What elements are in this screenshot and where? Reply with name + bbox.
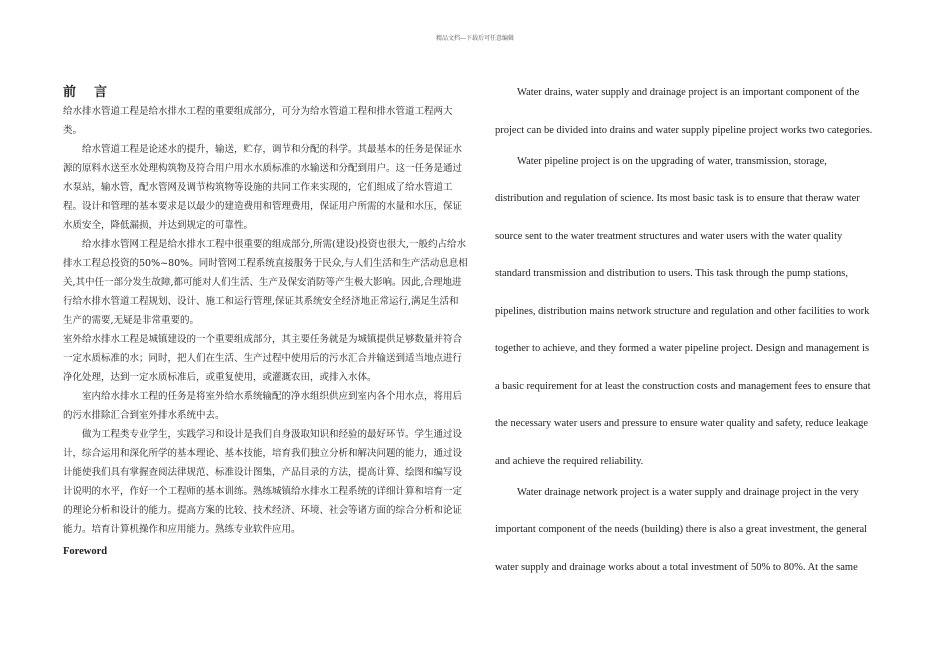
paragraph-pipe-network: 给水排水管网工程是给水排水工程中很重要的组成部分,所需(建设)投资也很大,一般约占给水排水工程总投资的50%~80%。同时管网工程系统直接服务于民众,与人们生活和生产活动息息相关,其中任一部分发生故障,都可能对人们生活、生产及保安消防等产生极大影响。因此,合理地进行给水排水管道工程规划、设计、施工和运行管理,保证其系统安全经济地正常运行,满足生活和生产的需要,无疑是非常重要的。	[63, 239, 468, 326]
paragraph-indoor: 室内给水排水工程的任务是将室外给水系统输配的净水组织供应到室内各个用水点，将用后的污水排除汇合到室外排水系统中去。	[63, 391, 463, 421]
page-header-note: 精品文档---下载后可任意编辑	[435, 35, 515, 42]
english-line: and achieve the required reliability.	[495, 455, 644, 467]
preface-heading-char-2: 言	[94, 85, 108, 100]
english-column	[495, 83, 903, 595]
foreword-heading: Foreword	[63, 546, 108, 557]
english-line: project can be divided into drains and water supply pipeline project works two categories.	[495, 124, 873, 136]
paragraph-water-supply: 给水管道工程是论述水的提升，输送，贮存，调节和分配的科学。其最基本的任务是保证水源的原料水送至水处理构筑物及符合用户用水水质标准的水输送和分配到用户。这一任务是通过水泵站，输水管，配水管网及调节构筑物等设施的共同工作来实现的，它们组成了给水管道工程。设计和管理的基本要求是以最少的建造费用和管理费用，保证用户所需的水量和水压，保证水质安全，降低漏损，并达到规定的可靠性。	[63, 144, 463, 231]
english-line: source sent to the water treatment structures and water users with the water quality	[495, 230, 843, 242]
paragraph-outdoor: 室外给水排水工程是城镇建设的一个重要组成部分，其主要任务就是为城镇提供足够数量并符合一定水质标准的水；同时，把人们在生活、生产过程中使用后的污水汇合并输送到适当地点进行净化处理，达到一定水质标准后，或重复使用，或灌溉农田，或排入水体。	[63, 334, 463, 383]
paragraph-intro: 给水排水管道工程是给水排水工程的重要组成部分，可分为给水管道工程和排水管道工程两大类。	[63, 106, 453, 136]
preface-heading	[63, 84, 468, 102]
english-line: water supply and drainage works about a total investment of 50% to 80%. At the same	[495, 561, 858, 573]
english-line: pipelines, distribution mains network structure and regulation and other facilities to work	[495, 305, 870, 317]
english-line: Water pipeline project is on the upgrading of water, transmission, storage,	[517, 155, 827, 167]
english-line: the necessary water users and pressure to ensure water quality and safety, reduce leakage	[495, 418, 869, 429]
preface-heading-char-1: 前	[63, 85, 77, 100]
english-line: a basic requirement for at least the construction costs and management fees to ensure that	[495, 380, 871, 392]
english-line: Water drainage network project is a water supply and drainage project in the very	[517, 486, 859, 498]
chinese-column	[63, 84, 468, 561]
english-line: together to achieve, and they formed a water pipeline project. Design and management is	[495, 343, 870, 354]
english-line: distribution and regulation of science. Its most basic task is to ensure that theraw water	[495, 193, 860, 204]
english-line: standard transmission and distribution to users. This task through the pump stations,	[495, 268, 848, 279]
english-line: important component of the needs (building) there is also a great investment, the general	[495, 524, 868, 535]
paragraph-student: 做为工程类专业学生，实践学习和设计是我们自身汲取知识和经验的最好环节。学生通过设计，综合运用和深化所学的基本理论、基本技能，培育我们独立分析和解决问题的能力，通过设计能使我们具有掌握查阅法律规范、标准设计图集，产品目录的方法，提高计算、绘图和编写设计说明的水平，作好一个工程师的基本训练。熟练城镇给水排水工程系统的详细计算和培育一定的理论分析和设计的能力。提高方案的比较、技术经济、环境、社会等诸方面的综合分析和论证能力。培育计算机操作和应用能力。熟练专业软件应用。	[63, 429, 463, 535]
english-line: Water drains, water supply and drainage project is an important component of the	[517, 87, 860, 98]
